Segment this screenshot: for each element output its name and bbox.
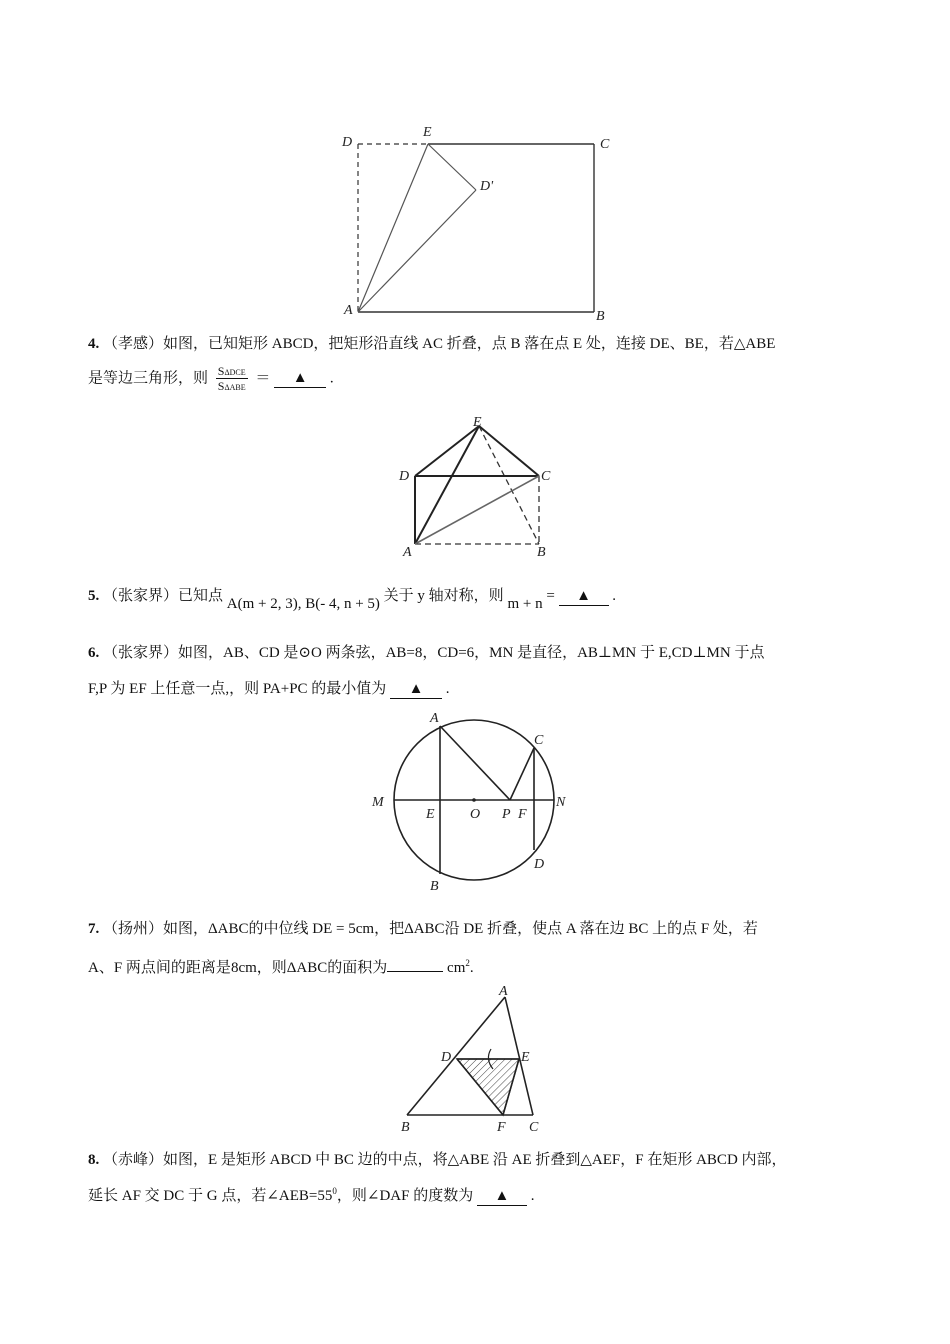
- figure-triangle-fold: [395, 985, 555, 1135]
- label-D-prime: D': [480, 179, 494, 194]
- question-8-line-1: [88, 1148, 787, 1169]
- question-number: 7.: [88, 921, 100, 937]
- label-D: D: [342, 135, 353, 150]
- question-6-line-1: [88, 641, 764, 662]
- answer-blank: ▲: [390, 681, 442, 699]
- label-M: M: [372, 795, 384, 810]
- label-D: D: [534, 857, 545, 872]
- label-O: O: [470, 807, 481, 822]
- question-text: 延长 AF 交 DC 于 G 点，若∠AEB=55: [88, 1188, 333, 1204]
- answer-blank: ▲: [477, 1188, 527, 1206]
- answer-blank: ▲: [274, 370, 326, 388]
- question-text: （赤峰）如图，E 是矩形 ABCD 中 BC 边的中点，将△ABE 沿 AE 折叠到△AEF，F 在矩形 ABCD 内部，: [103, 1152, 787, 1168]
- figure-circle: [368, 708, 578, 898]
- label-B: B: [596, 309, 605, 324]
- answer-blank: [387, 955, 443, 972]
- label-D: D: [441, 1050, 452, 1065]
- label-C: C: [600, 137, 610, 152]
- answer-blank: ▲: [559, 588, 609, 606]
- label-A: A: [499, 984, 508, 999]
- label-A: A: [344, 303, 353, 318]
- label-A: A: [403, 545, 412, 560]
- question-6-line-2: F,P 为 EF 上任意一点,，则 PA+PC 的最小值为 ▲ .: [88, 681, 450, 697]
- question-text: （扬州）如图，: [103, 921, 209, 937]
- area-ratio-fraction: $\frac{\text{SΔDCE}}{\text{SΔABE}}$: [217, 364, 246, 394]
- label-E: E: [521, 1050, 530, 1065]
- question-text: 是等边三角形，则: [88, 370, 209, 387]
- question-text: （孝感）如图，已知矩形 ABCD，把矩形沿直线 AC 折叠，点 B 落在点 E 处，连接 DE、BE，若△ABE: [103, 336, 776, 352]
- label-F: F: [497, 1120, 506, 1135]
- label-B: B: [401, 1120, 410, 1135]
- question-4-line-1: [88, 332, 775, 353]
- question-text: （张家界）如图，AB、CD 是⊙O 两条弦，AB=8，CD=6，MN 是直径，AB⊥MN 于 E,CD⊥MN 于点: [103, 645, 765, 661]
- question-7-line-2: A、F 两点间的距离是8cm，则ΔABC的面积为 $cm^2$.: [88, 955, 474, 977]
- label-C: C: [529, 1120, 539, 1135]
- figure-rectangle-abcd: [395, 415, 565, 560]
- question-number: 8.: [88, 1152, 100, 1168]
- question-text: 关于 y 轴对称，则: [383, 588, 504, 604]
- question-5: 5. （张家界）已知点 A(m + 2, 3), B(- 4, n + 5) 关于 y 轴对称，则 m + n = ▲ .: [88, 588, 617, 612]
- question-number: 5.: [88, 588, 100, 604]
- label-D: D: [399, 469, 410, 484]
- sum-expression: m + n: [507, 596, 543, 612]
- label-F: F: [518, 807, 527, 822]
- points-expression: A(m + 2, 3), B(- 4, n + 5): [226, 596, 380, 612]
- label-N: N: [556, 795, 566, 810]
- question-number: 4.: [88, 336, 100, 352]
- question-text: F,P 为 EF 上任意一点,，则 PA+PC 的最小值为: [88, 681, 387, 697]
- label-B: B: [430, 879, 439, 894]
- label-E: E: [426, 807, 435, 822]
- question-text: （张家界）已知点: [103, 588, 224, 604]
- label-C: C: [541, 469, 551, 484]
- label-C: C: [534, 733, 544, 748]
- question-4-line-2: 是等边三角形，则 $\frac{\text{SΔDCE}}{\text{SΔABE}}$ ＝ ▲ .: [88, 364, 334, 394]
- question-7-line-1: 7. （扬州）如图，ΔABC的中位线 DE = 5cm，把ΔABC沿 DE 折叠，使点 A 落在边 BC 上的点 F 处，若: [88, 921, 758, 937]
- question-8-line-2: 延长 AF 交 DC 于 G 点，若$\angle AEB=55^0$，则∠DAF 的度数为 ▲ .: [88, 1186, 535, 1204]
- label-A: A: [430, 711, 439, 726]
- label-P: P: [502, 807, 511, 822]
- label-E: E: [423, 125, 432, 140]
- figure-rectangle-fold: [330, 118, 620, 328]
- label-B: B: [537, 545, 546, 560]
- question-number: 6.: [88, 645, 100, 661]
- label-E: E: [473, 415, 482, 430]
- question-text: A、F 两点间的距离是: [88, 960, 231, 976]
